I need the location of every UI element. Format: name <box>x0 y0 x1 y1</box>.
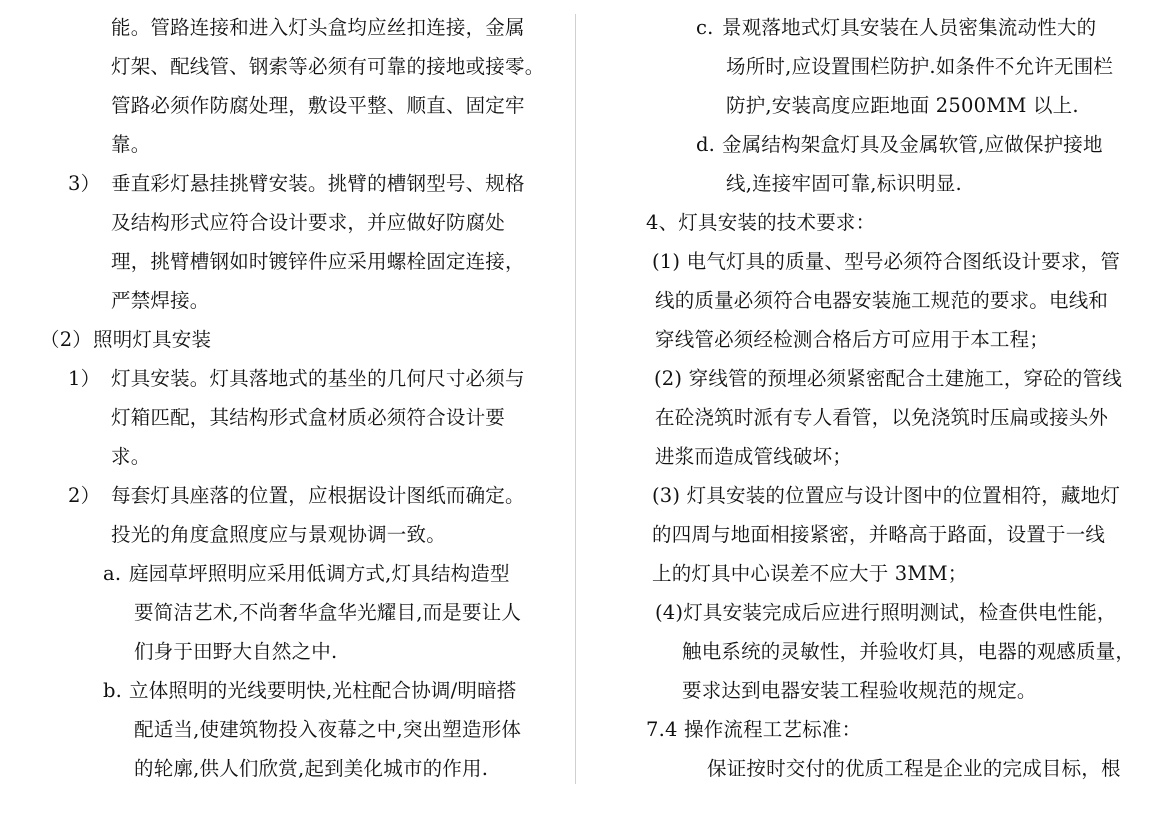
column-divider <box>575 14 576 784</box>
paragraph-line: 进浆而造成管线破坏； <box>655 445 853 468</box>
list-item-line: 垂直彩灯悬挂挑臂安装。挑臂的槽钢型号、规格 <box>111 172 525 195</box>
list-item-line: 灯具安装。灯具落地式的基坐的几何尺寸必须与 <box>111 367 525 390</box>
paragraph-line: 要求达到电器安装工程验收规范的规定。 <box>682 679 1037 702</box>
list-number: 2） <box>68 484 101 507</box>
paragraph-line: (1) 电气灯具的质量、型号必须符合图纸设计要求，管 <box>652 250 1121 273</box>
list-number: 3） <box>68 172 101 195</box>
paragraph-line: 上的灯具中心误差不应大于 3MM； <box>652 562 968 585</box>
list-item-line: 求。 <box>111 445 151 468</box>
section-heading: 照明灯具安装 <box>93 328 212 351</box>
paragraph-line: 的四周与地面相接紧密，并略高于路面，设置于一线 <box>652 523 1106 546</box>
sub-item-label: a. <box>103 562 122 585</box>
paragraph-line: (4)灯具安装完成后应进行照明测试，检查供电性能， <box>655 601 1117 624</box>
sub-item-line: 景观落地式灯具安装在人员密集流动性大的 <box>722 16 1097 39</box>
list-item-line: 严禁焊接。 <box>111 289 210 312</box>
paragraph-line: 在砼浇筑时派有专人看管，以免浇筑时压扁或接头外 <box>655 406 1109 429</box>
sub-item-line: 要简洁艺术,不尚奢华盒华光耀目,而是要让人 <box>134 601 522 624</box>
sub-item-line: 线,连接牢固可靠,标识明显. <box>726 172 962 195</box>
sub-item-line: 们身于田野大自然之中. <box>134 640 338 663</box>
sub-item-label: b. <box>103 679 123 702</box>
sub-item-label: d. <box>696 133 716 156</box>
sub-item-line: 场所时,应设置围栏防护.如条件不允许无围栏 <box>726 55 1114 78</box>
paragraph-line: 靠。 <box>111 133 151 156</box>
list-number: 1） <box>68 367 101 390</box>
section-heading: 7.4 操作流程工艺标准： <box>646 718 862 741</box>
paragraph-line: (2) 穿线管的预埋必须紧密配合土建施工，穿砼的管线 <box>654 367 1123 390</box>
sub-item-line: 立体照明的光线要明快,光柱配合协调/明暗搭 <box>129 679 517 702</box>
sub-item-line: 金属结构架盒灯具及金属软管,应做保护接地 <box>722 133 1103 156</box>
sub-item-line: 防护,安装高度应距地面 2500MM 以上. <box>726 94 1079 117</box>
list-item-line: 理，挑臂槽钢如时镀锌件应采用螺栓固定连接， <box>111 250 525 273</box>
list-item-line: 及结构形式应符合设计要求，并应做好防腐处 <box>111 211 506 234</box>
list-item-line: 每套灯具座落的位置，应根据设计图纸而确定。 <box>111 484 525 507</box>
sub-item-line: 配适当,使建筑物投入夜幕之中,突出塑造形体 <box>134 718 522 741</box>
paragraph-line: 能。管路连接和进入灯头盒均应丝扣连接，金属 <box>111 16 525 39</box>
sub-item-line: 庭园草坪照明应采用低调方式,灯具结构造型 <box>129 562 510 585</box>
list-item-line: 灯箱匹配，其结构形式盒材质必须符合设计要 <box>111 406 506 429</box>
paragraph-line: 线的质量必须符合电器安装施工规范的要求。电线和 <box>655 289 1109 312</box>
section-number: （2） <box>40 328 93 351</box>
section-heading: 4、灯具安装的技术要求： <box>646 211 876 234</box>
paragraph-line: 保证按时交付的优质工程是企业的完成目标，根 <box>707 757 1121 780</box>
paragraph-line: 触电系统的灵敏性，并验收灯具，电器的观感质量， <box>682 640 1136 663</box>
sub-item-line: 的轮廓,供人们欣赏,起到美化城市的作用. <box>134 757 489 780</box>
list-item-line: 投光的角度盒照度应与景观协调一致。 <box>111 523 446 546</box>
paragraph-line: 灯架、配线管、钢索等必须有可靠的接地或接零。 <box>111 55 545 78</box>
paragraph-line: 穿线管必须经检测合格后方可应用于本工程； <box>655 328 1050 351</box>
sub-item-label: c. <box>696 16 714 39</box>
paragraph-line: (3) 灯具安装的位置应与设计图中的位置相符，藏地灯 <box>652 484 1121 507</box>
paragraph-line: 管路必须作防腐处理，敷设平整、顺直、固定牢 <box>111 94 525 117</box>
